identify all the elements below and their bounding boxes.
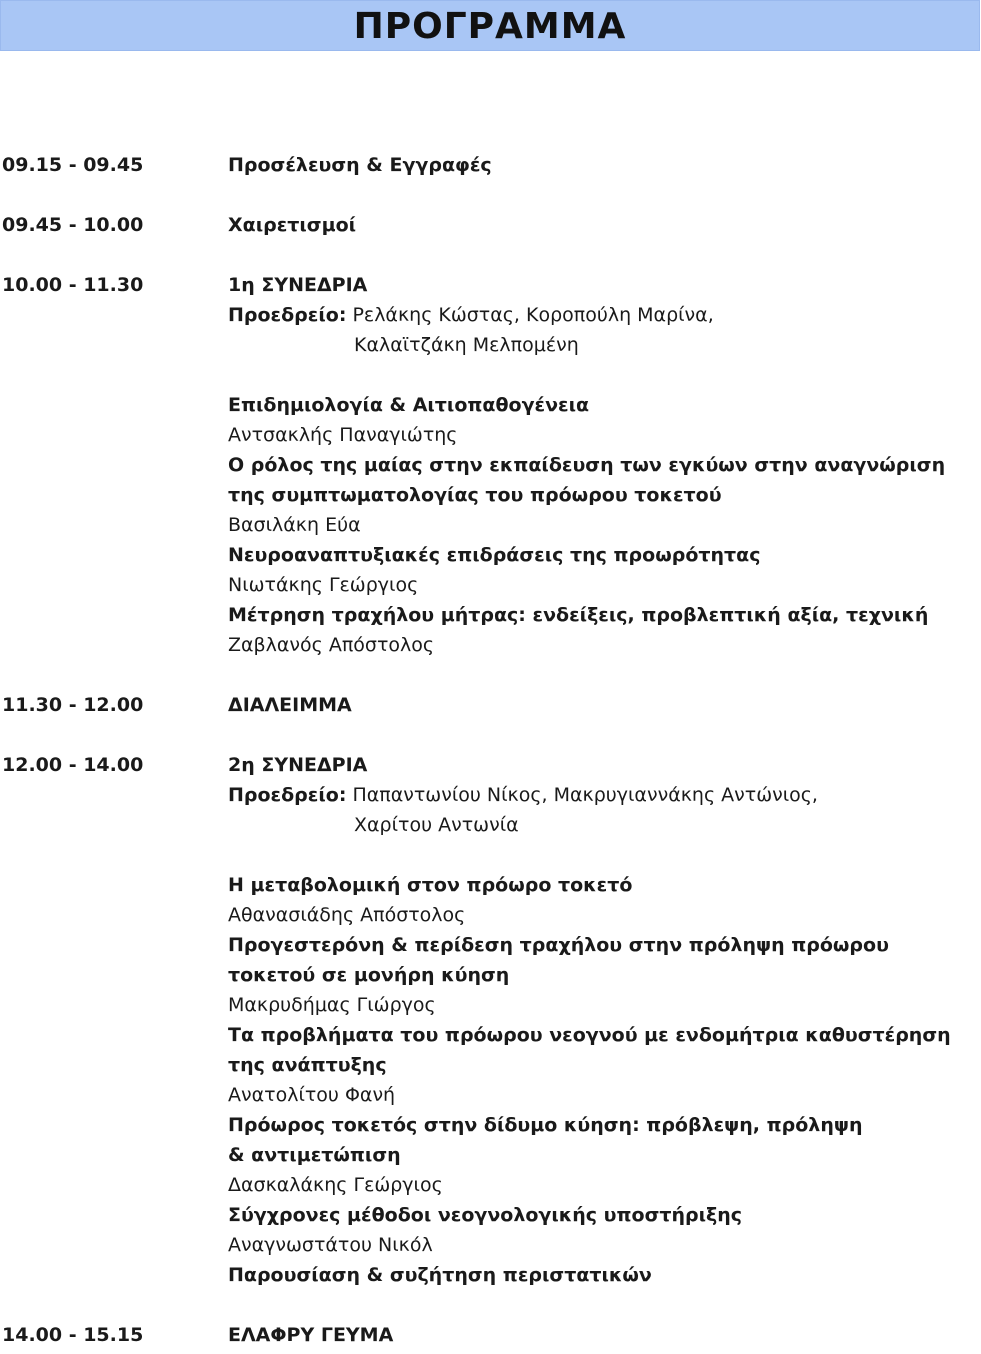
talk-title-cont: & αντιμετώπιση — [228, 1144, 401, 1166]
session-presidium — [228, 300, 981, 330]
schedule-slot-session-1 — [0, 270, 981, 660]
talk-title: Νευροαναπτυξιακές επιδράσεις της προωρότητας — [228, 544, 761, 566]
program-schedule — [0, 150, 981, 1350]
presidium-names: Παπαντωνίου Νίκος, Μακρυγιαννάκης Αντώνιος, — [346, 784, 818, 806]
slot-title: Προσέλευση & Εγγραφές — [228, 154, 492, 176]
talk-title: Σύγχρονες μέθοδοι νεογνολογικής υποστήριξης — [228, 1204, 743, 1226]
talk-item — [228, 1020, 981, 1110]
slot-title: ΔΙΑΛΕΙΜΜΑ — [228, 694, 352, 716]
presidium-names: Ρελάκης Κώστας, Κοροπούλη Μαρίνα, — [346, 304, 714, 326]
talk-item — [228, 450, 981, 540]
talk-title: Πρόωρος τοκετός στην δίδυμο κύηση: πρόβλεψη, πρόληψη — [228, 1114, 863, 1136]
talk-item — [228, 870, 981, 930]
talk-title: Επιδημιολογία & Αιτιοπαθογένεια — [228, 394, 590, 416]
schedule-slot-session-2 — [0, 750, 981, 1290]
schedule-slot-lunch — [0, 1320, 981, 1350]
page-title: ΠΡΟΓΡΑΜΜΑ — [353, 5, 627, 47]
talk-speaker: Ανατολίτου Φανή — [228, 1084, 396, 1106]
slot-title: Χαιρετισμοί — [228, 214, 357, 236]
slot-time: 12.00 - 14.00 — [2, 754, 144, 776]
slot-title: ΕΛΑΦΡΥ ΓΕΥΜΑ — [228, 1324, 394, 1346]
talk-item — [228, 1110, 981, 1200]
schedule-slot-break — [0, 690, 981, 720]
talk-speaker: Νιωτάκης Γεώργιος — [228, 574, 419, 596]
slot-time: 09.45 - 10.00 — [2, 214, 144, 236]
slot-time: 14.00 - 15.15 — [2, 1324, 144, 1346]
talk-speaker: Αναγνωστάτου Νικόλ — [228, 1234, 433, 1256]
talk-speaker: Αθανασιάδης Απόστολος — [228, 904, 466, 926]
talk-title: Μέτρηση τραχήλου μήτρας: ενδείξεις, προβλεπτική αξία, τεχνική — [228, 604, 929, 626]
slot-time: 11.30 - 12.00 — [2, 694, 144, 716]
presidium-names-cont: Καλαϊτζάκη Μελπομένη — [354, 334, 579, 356]
schedule-slot-greetings — [0, 210, 981, 240]
talk-item — [228, 390, 981, 450]
slot-time: 09.15 - 09.45 — [2, 154, 144, 176]
talk-title: Τα προβλήματα του πρόωρου νεογνού με ενδομήτρια καθυστέρηση — [228, 1024, 951, 1046]
talk-item — [228, 600, 981, 660]
talk-speaker: Αντσακλής Παναγιώτης — [228, 424, 458, 446]
slot-time: 10.00 - 11.30 — [2, 274, 144, 296]
talk-title-cont: της συμπτωματολογίας του πρόωρου τοκετού — [228, 484, 722, 506]
talk-item — [228, 1260, 981, 1290]
talk-item — [228, 540, 981, 600]
talk-title: Προγεστερόνη & περίδεση τραχήλου στην πρόληψη πρόωρου — [228, 934, 889, 956]
talk-item — [228, 1200, 981, 1260]
talk-speaker: Ζαβλανός Απόστολος — [228, 634, 435, 656]
talk-title: Ο ρόλος της μαίας στην εκπαίδευση των εγκύων στην αναγνώριση — [228, 454, 946, 476]
talk-speaker: Μακρυδήμας Γιώργος — [228, 994, 436, 1016]
session-title: 2η ΣΥΝΕΔΡΙΑ — [228, 754, 368, 776]
session-title: 1η ΣΥΝΕΔΡΙΑ — [228, 274, 368, 296]
talk-speaker: Βασιλάκη Εύα — [228, 514, 361, 536]
talk-title-cont: τοκετού σε μονήρη κύηση — [228, 964, 510, 986]
presidium-label: Προεδρείο: — [228, 304, 347, 326]
talk-speaker: Δασκαλάκης Γεώργιος — [228, 1174, 443, 1196]
presidium-label: Προεδρείο: — [228, 784, 347, 806]
program-header — [0, 0, 980, 51]
talk-title-cont: της ανάπτυξης — [228, 1054, 387, 1076]
session-presidium — [228, 780, 981, 810]
talk-title: Η μεταβολομική στον πρόωρο τοκετό — [228, 874, 633, 896]
presidium-names-cont: Χαρίτου Αντωνία — [354, 814, 519, 836]
talk-item — [228, 930, 981, 1020]
talk-title: Παρουσίαση & συζήτηση περιστατικών — [228, 1264, 652, 1286]
schedule-slot-arrival — [0, 150, 981, 180]
